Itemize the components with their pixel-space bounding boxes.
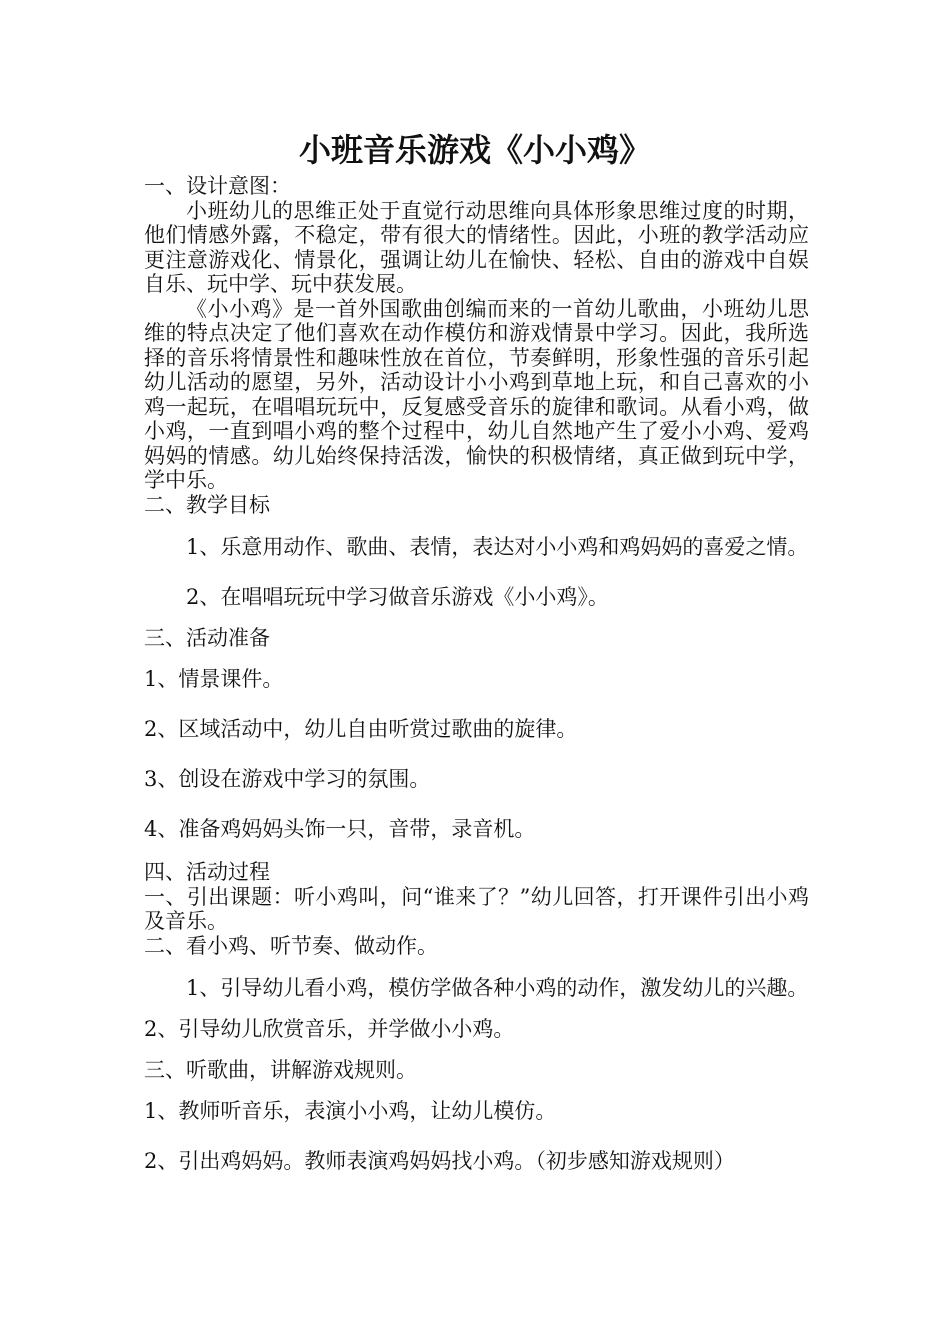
preparation-item-1: 1、情景课件。 bbox=[144, 667, 284, 691]
preparation-item-4: 4、准备鸡妈妈头饰一只，音带，录音机。 bbox=[144, 817, 536, 841]
process-step-1: 一、引出课题：听小鸡叫，问“谁来了？”幼儿回答，打开课件引出小鸡及音乐。 bbox=[144, 884, 809, 933]
section-heading-preparation: 三、活动准备 bbox=[144, 626, 270, 650]
section-heading-teaching-goals: 二、教学目标 bbox=[144, 492, 270, 517]
process-step-2-item-2: 2、引导幼儿欣赏音乐，并学做小小鸡。 bbox=[144, 1017, 515, 1041]
preparation-item-3: 3、创设在游戏中学习的氛围。 bbox=[144, 767, 431, 791]
process-step-2-item-1: 1、引导幼儿看小鸡，模仿学做各种小鸡的动作，激发幼儿的兴趣。 bbox=[186, 976, 809, 1000]
preparation-item-2: 2、区域活动中，幼儿自由听赏过歌曲的旋律。 bbox=[144, 717, 578, 741]
section-heading-design-intent: 一、设计意图： bbox=[144, 174, 291, 198]
process-step-3-item-2: 2、引出鸡妈妈。教师表演鸡妈妈找小鸡。（初步感知游戏规则） bbox=[144, 1149, 735, 1173]
process-step-3: 三、听歌曲，讲解游戏规则。 bbox=[144, 1058, 417, 1082]
paragraph-design-intent-2: 《小小鸡》是一首外国歌曲创编而来的一首幼儿歌曲，小班幼儿思维的特点决定了他们喜欢在动作模仿和游戏情景中学习。因此，我所选择的音乐将情景性和趣味性放在首位，节奏鲜明，形象性强的音乐引起幼儿活动的愿望，另外，活动设计小小鸡到草地上玩，和自己喜欢的小鸡一起玩，在唱唱玩玩中，反复感受音乐的旋律和歌词。从看小鸡，做小鸡，一直到唱小鸡的整个过程中，幼儿自然地产生了爱小小鸡、爱鸡妈妈的情感。幼儿始终保持活泼，愉快的积极情绪，真正做到玩中学，学中乐。 bbox=[144, 296, 809, 492]
process-step-2: 二、看小鸡、听节奏、做动作。 bbox=[144, 933, 438, 958]
process-step-3-item-1: 1、教师听音乐，表演小小鸡，让幼儿模仿。 bbox=[144, 1099, 557, 1123]
paragraph-design-intent-1: 小班幼儿的思维正处于直觉行动思维向具体形象思维过度的时期，他们情感外露，不稳定，带有很大的情绪性。因此，小班的教学活动应更注意游戏化、情景化，强调让幼儿在愉快、轻松、自由的游戏中自娱自乐、玩中学、玩中获发展。 bbox=[144, 198, 809, 296]
document-body bbox=[144, 174, 809, 1179]
goal-item-1: 1、乐意用动作、歌曲、表情，表达对小小鸡和鸡妈妈的喜爱之情。 bbox=[186, 535, 809, 559]
document-title: 小班音乐游戏《小小鸡》 bbox=[298, 131, 651, 169]
goal-item-2: 2、在唱唱玩玩中学习做音乐游戏《小小鸡》。 bbox=[186, 585, 609, 609]
section-heading-process: 四、活动过程 bbox=[144, 860, 270, 884]
